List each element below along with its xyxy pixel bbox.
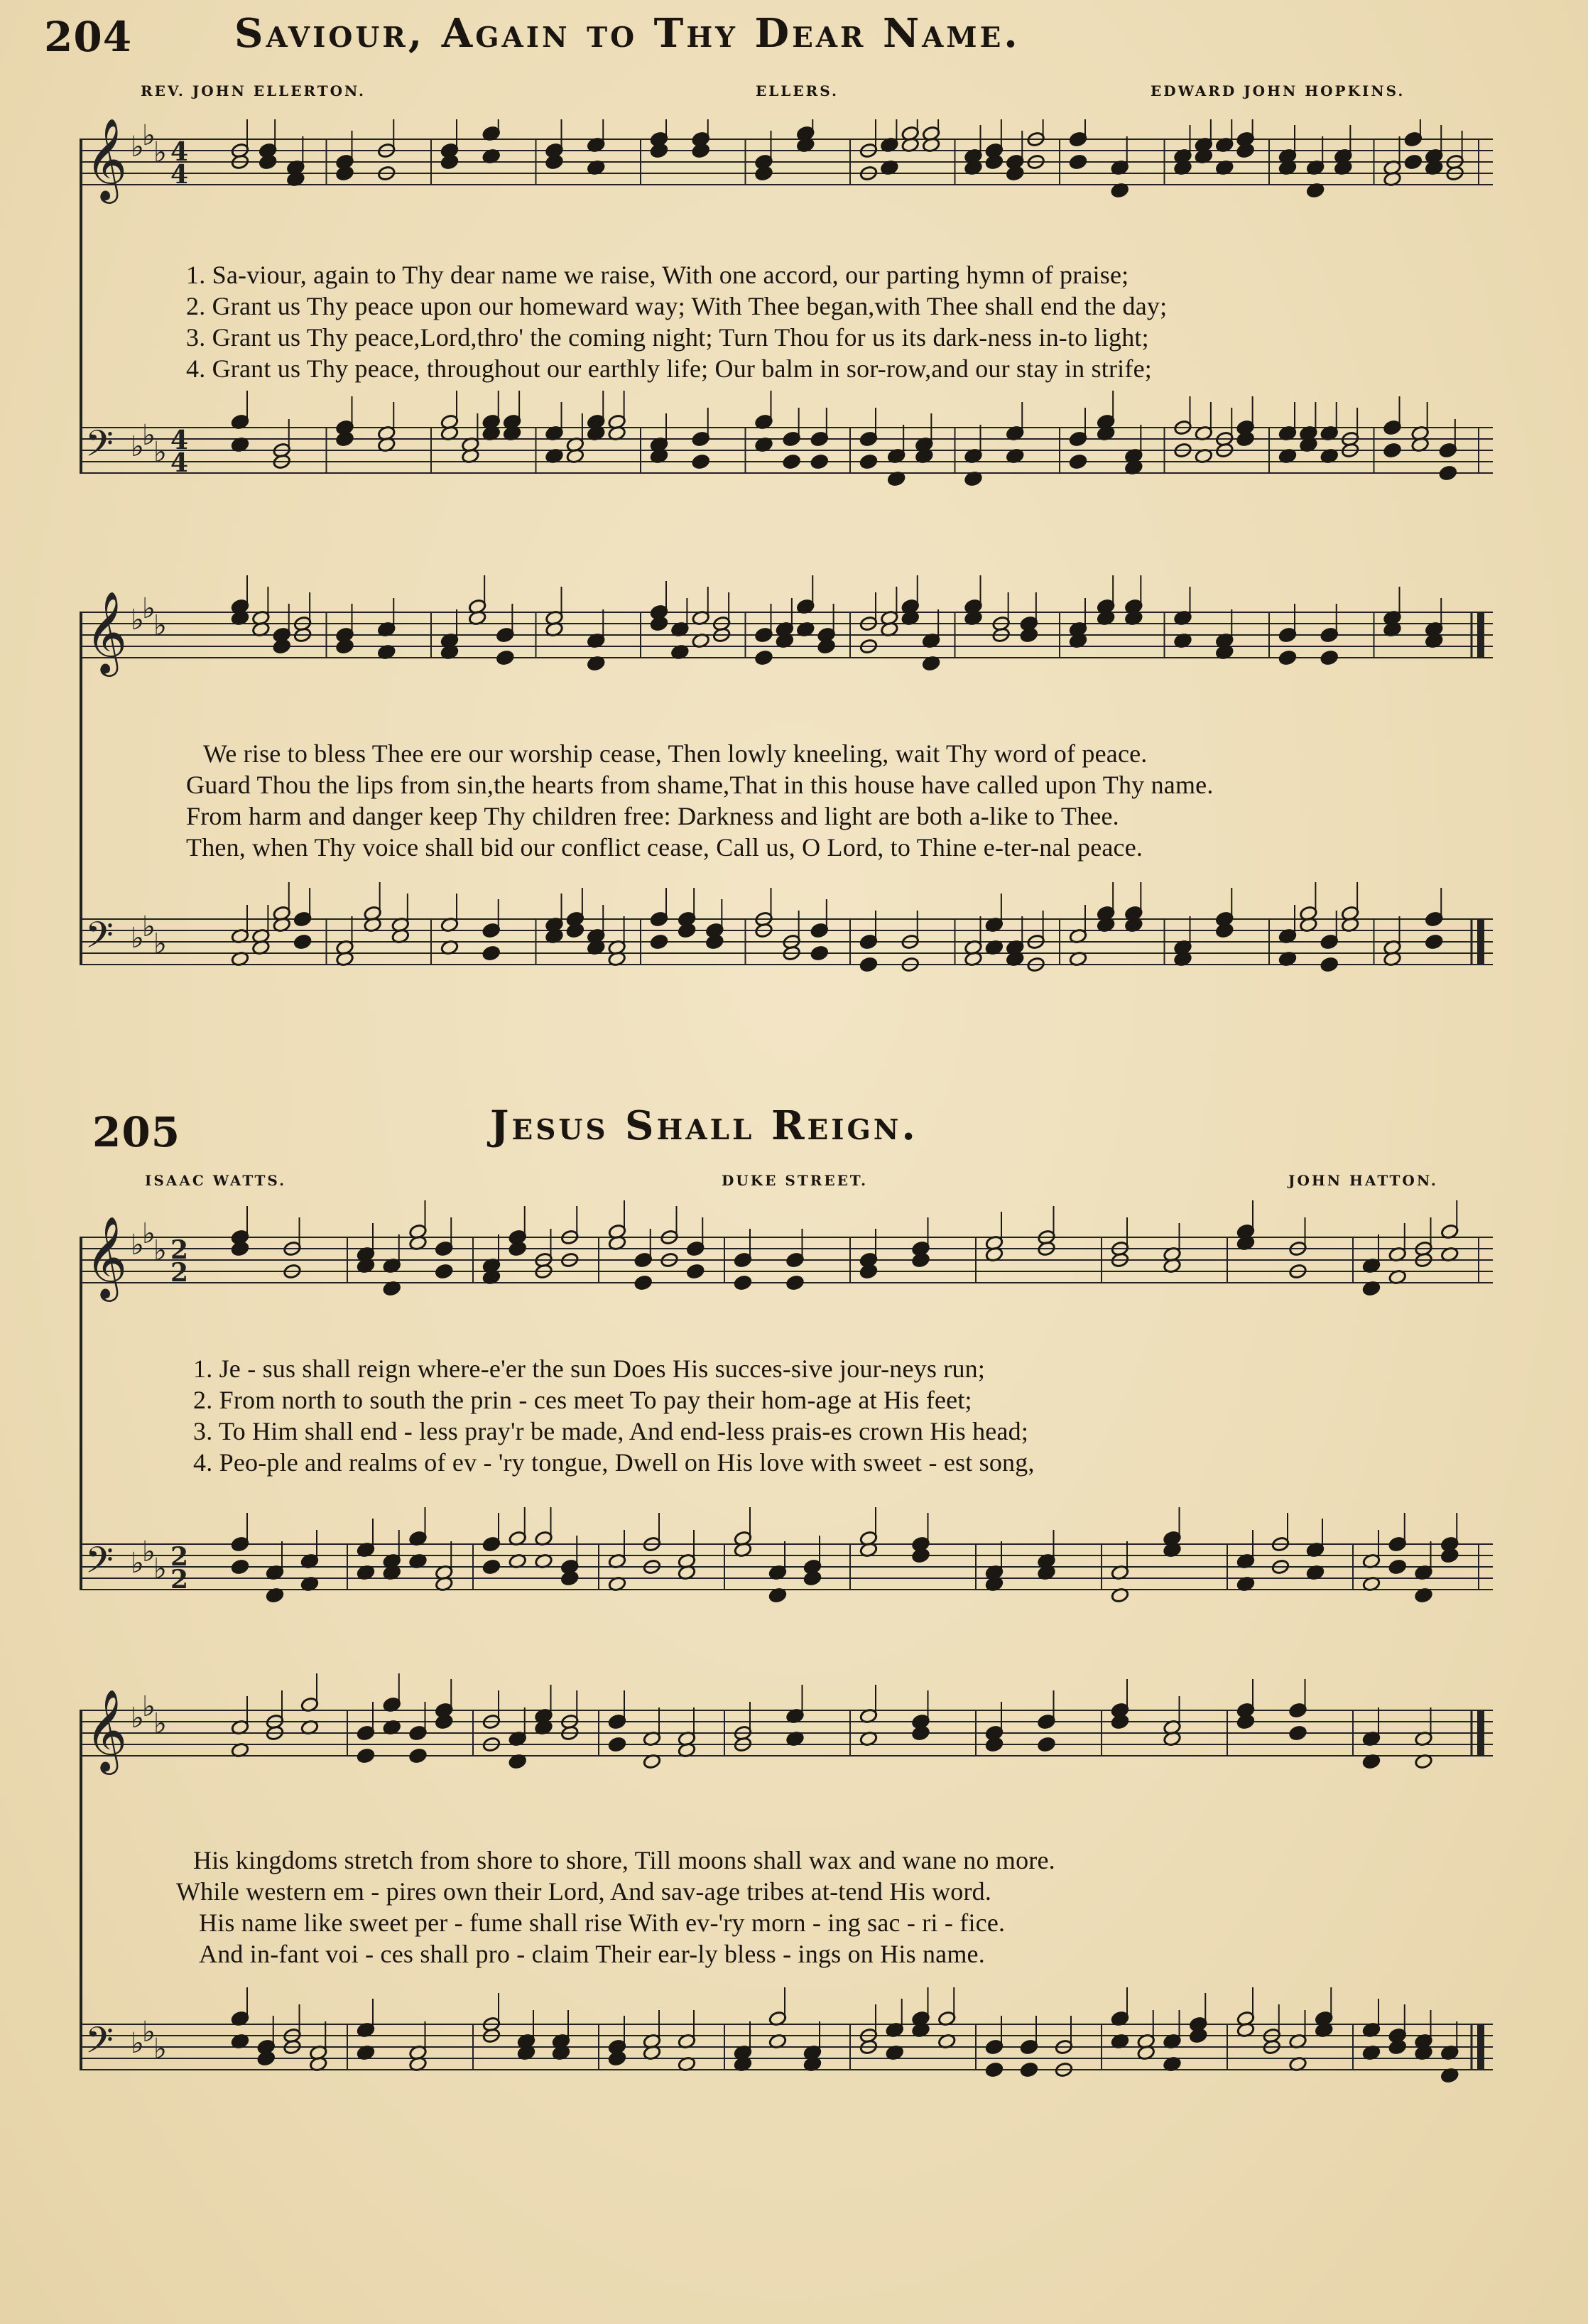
note-head	[859, 454, 878, 470]
note-head	[734, 1275, 752, 1291]
hymn-title: Jesus Shall Reign.	[490, 1102, 918, 1149]
verse-line: 4. Peo-ple and realms of ev - 'ry tongue, Dwell on His love with sweet - est song,	[193, 1448, 1035, 1477]
note-head	[686, 1264, 705, 1280]
note-head	[1404, 154, 1423, 170]
note-head	[859, 1264, 878, 1280]
note-head	[259, 154, 277, 170]
note-head	[482, 1559, 501, 1575]
verse-line: 1. Je - sus shall reign where-e'er the sun Does His succes-sive jour-neys run;	[193, 1354, 986, 1383]
time-signature-top: 2	[170, 1542, 189, 1572]
time-signature-top: 4	[170, 137, 189, 167]
note-head	[509, 1241, 527, 1257]
note-head	[335, 639, 354, 655]
note-head	[1236, 1714, 1255, 1730]
treble-clef-icon: 𝄞	[85, 1215, 128, 1298]
time-signature-bottom: 2	[170, 1258, 189, 1288]
note-head	[754, 650, 773, 666]
note-head	[634, 1275, 653, 1291]
note-head	[859, 957, 878, 973]
note-head	[692, 454, 710, 470]
note-head	[692, 143, 710, 159]
note-head	[650, 934, 668, 950]
verse-line: And in-fant voi - ces shall pro - claim Their ear-ly bless - ings on His name.	[199, 1940, 985, 1968]
treble-clef-icon: 𝄞	[85, 1688, 128, 1771]
flat-icon: ♭	[142, 592, 156, 625]
note-head	[273, 639, 291, 655]
note-head	[293, 934, 312, 950]
note-head	[435, 1714, 453, 1730]
note-head	[678, 923, 696, 939]
verse-line: 2. Grant us Thy peace upon our homeward way; With Thee began,with Thee shall end the day;	[186, 292, 1168, 320]
verse-line: 1. Sa-viour, again to Thy dear name we raise, With one accord, our parting hymn of praise;	[186, 261, 1129, 289]
note-head	[810, 945, 829, 962]
note-head	[482, 945, 501, 962]
note-head	[985, 2062, 1004, 2078]
note-head	[1440, 1548, 1459, 1564]
time-signature-top: 4	[170, 425, 189, 455]
note-head	[1278, 650, 1297, 666]
note-head	[1037, 1737, 1055, 1753]
note-head	[545, 154, 563, 170]
flat-icon: ♭	[142, 419, 156, 452]
note-head	[435, 1264, 453, 1280]
note-head	[1388, 2039, 1407, 2056]
final-bar-thick	[1477, 2024, 1484, 2070]
hymn-number: 205	[92, 1108, 181, 1156]
note-head	[1320, 957, 1339, 973]
final-bar-thick	[1477, 1710, 1484, 1756]
tune-name: ELLERS.	[756, 82, 839, 99]
flat-icon: ♭	[153, 1707, 167, 1740]
verse-line: 3. To Him shall end - less pray'r be made, And end-less prais-es crown His head;	[193, 1417, 1029, 1445]
note-head	[231, 1559, 249, 1575]
note-head	[335, 165, 354, 182]
verse-line: His kingdoms stretch from shore to shore, Till moons shall wax and wane no more.	[193, 1846, 1055, 1874]
hymn-title: Saviour, Again to Thy Dear Name.	[234, 10, 1021, 57]
flat-icon: ♭	[153, 1553, 167, 1585]
note-head	[408, 1748, 427, 1764]
verse-line: We rise to bless Thee ere our worship cease, Then lowly kneeling, wait Thy word of peace.	[203, 739, 1148, 768]
flat-icon: ♭	[153, 1234, 167, 1267]
time-signature-bottom: 4	[170, 448, 189, 478]
final-bar-thick	[1477, 612, 1484, 658]
note-head	[705, 934, 724, 950]
note-head	[1320, 650, 1339, 666]
note-head	[985, 1737, 1004, 1753]
flat-icon: ♭	[153, 2033, 167, 2065]
note-head	[357, 1748, 375, 1764]
note-head	[803, 1570, 822, 1587]
tune-name: DUKE STREET.	[722, 1172, 869, 1189]
note-head	[1425, 934, 1443, 950]
flat-icon: ♭	[142, 2016, 156, 2048]
verse-line: 3. Grant us Thy peace,Lord,thro' the coming night; Turn Thou for us its dark-ness in-to light;	[186, 323, 1149, 352]
composer-credit: EDWARD JOHN HOPKINS.	[1151, 82, 1405, 99]
bass-clef-icon: 𝄢	[85, 1538, 114, 1590]
note-head	[1069, 454, 1087, 470]
note-head	[496, 650, 514, 666]
verse-line: While western em - pires own their Lord, And sav-age tribes at-tend His word.	[176, 1877, 992, 1906]
note-head	[1006, 165, 1024, 182]
flat-icon: ♭	[153, 436, 167, 469]
note-head	[1388, 1559, 1407, 1575]
bass-clef-icon: 𝄢	[85, 422, 114, 474]
flat-icon: ♭	[131, 1702, 144, 1734]
verse-line: Then, when Thy voice shall bid our conflict cease, Call us, O Lord, to Thine e-ter-nal peace.	[186, 833, 1143, 862]
time-signature-bottom: 4	[170, 160, 189, 190]
note-head	[817, 639, 836, 655]
flat-icon: ♭	[153, 136, 167, 169]
note-head	[1020, 627, 1038, 644]
note-head	[911, 1725, 930, 1742]
note-head	[1020, 2062, 1038, 2078]
treble-clef-icon: 𝄞	[85, 119, 128, 200]
note-head	[231, 1241, 249, 1257]
note-head	[650, 616, 668, 632]
flat-icon: ♭	[131, 1547, 144, 1580]
hymn-205-score	[80, 1193, 1521, 2131]
note-head	[783, 454, 801, 470]
note-head	[1069, 154, 1087, 170]
note-head	[810, 454, 829, 470]
time-signature-top: 2	[170, 1235, 189, 1265]
flat-icon: ♭	[131, 430, 144, 463]
note-head	[754, 165, 773, 182]
note-head	[257, 2051, 276, 2067]
flat-icon: ♭	[142, 1217, 156, 1250]
note-head	[1288, 1725, 1307, 1742]
treble-clef-icon: 𝄞	[85, 590, 128, 673]
note-head	[566, 923, 584, 939]
flat-icon: ♭	[153, 609, 167, 642]
flat-icon: ♭	[142, 911, 156, 943]
note-head	[560, 1570, 579, 1587]
note-head	[1215, 923, 1234, 939]
flat-icon: ♭	[131, 1229, 144, 1261]
music-staves	[80, 1193, 1521, 2131]
note-head	[1383, 442, 1401, 459]
flat-icon: ♭	[142, 119, 156, 152]
hymn-number: 204	[44, 13, 133, 61]
bass-clef-icon: 𝄢	[85, 913, 114, 965]
note-head	[911, 1548, 930, 1564]
verse-line: From harm and danger keep Thy children free: Darkness and light are both a-like to Thee.	[186, 802, 1119, 830]
flat-icon: ♭	[153, 928, 167, 960]
note-head	[440, 154, 459, 170]
author-credit: ISAAC WATTS.	[145, 1172, 287, 1189]
note-head	[985, 154, 1004, 170]
note-head	[608, 1737, 626, 1753]
flat-icon: ♭	[131, 131, 144, 163]
note-head	[1236, 431, 1255, 447]
note-head	[608, 2051, 626, 2067]
bass-clef-icon: 𝄢	[85, 2019, 114, 2070]
flat-icon: ♭	[131, 604, 144, 636]
note-head	[335, 431, 354, 447]
note-head	[785, 1275, 804, 1291]
composer-credit: JOHN HATTON.	[1288, 1172, 1438, 1189]
note-head	[1111, 1714, 1129, 1730]
note-head	[1439, 465, 1457, 482]
verse-line: 2. From north to south the prin - ces meet To pay their hom-age at His feet;	[193, 1386, 972, 1414]
verse-line: Guard Thou the lips from sin,the hearts from shame,That in this house have called upon Thy name.	[186, 771, 1214, 799]
flat-icon: ♭	[131, 2027, 144, 2060]
note-head	[650, 143, 668, 159]
time-signature-bottom: 2	[170, 1565, 189, 1595]
flat-icon: ♭	[131, 922, 144, 955]
final-bar-thick	[1477, 919, 1484, 965]
note-head	[1236, 143, 1255, 159]
flat-icon: ♭	[142, 1690, 156, 1723]
verse-line: His name like sweet per - fume shall rise With ev-'ry morn - ing sac - ri - fice.	[199, 1908, 1006, 1937]
author-credit: REV. JOHN ELLERTON.	[141, 82, 366, 99]
flat-icon: ♭	[142, 1536, 156, 1568]
note-head	[911, 1252, 930, 1269]
note-head	[1189, 2028, 1207, 2044]
verse-line: 4. Grant us Thy peace, throughout our earthly life; Our balm in sor-row,and our stay in strife;	[186, 354, 1152, 383]
